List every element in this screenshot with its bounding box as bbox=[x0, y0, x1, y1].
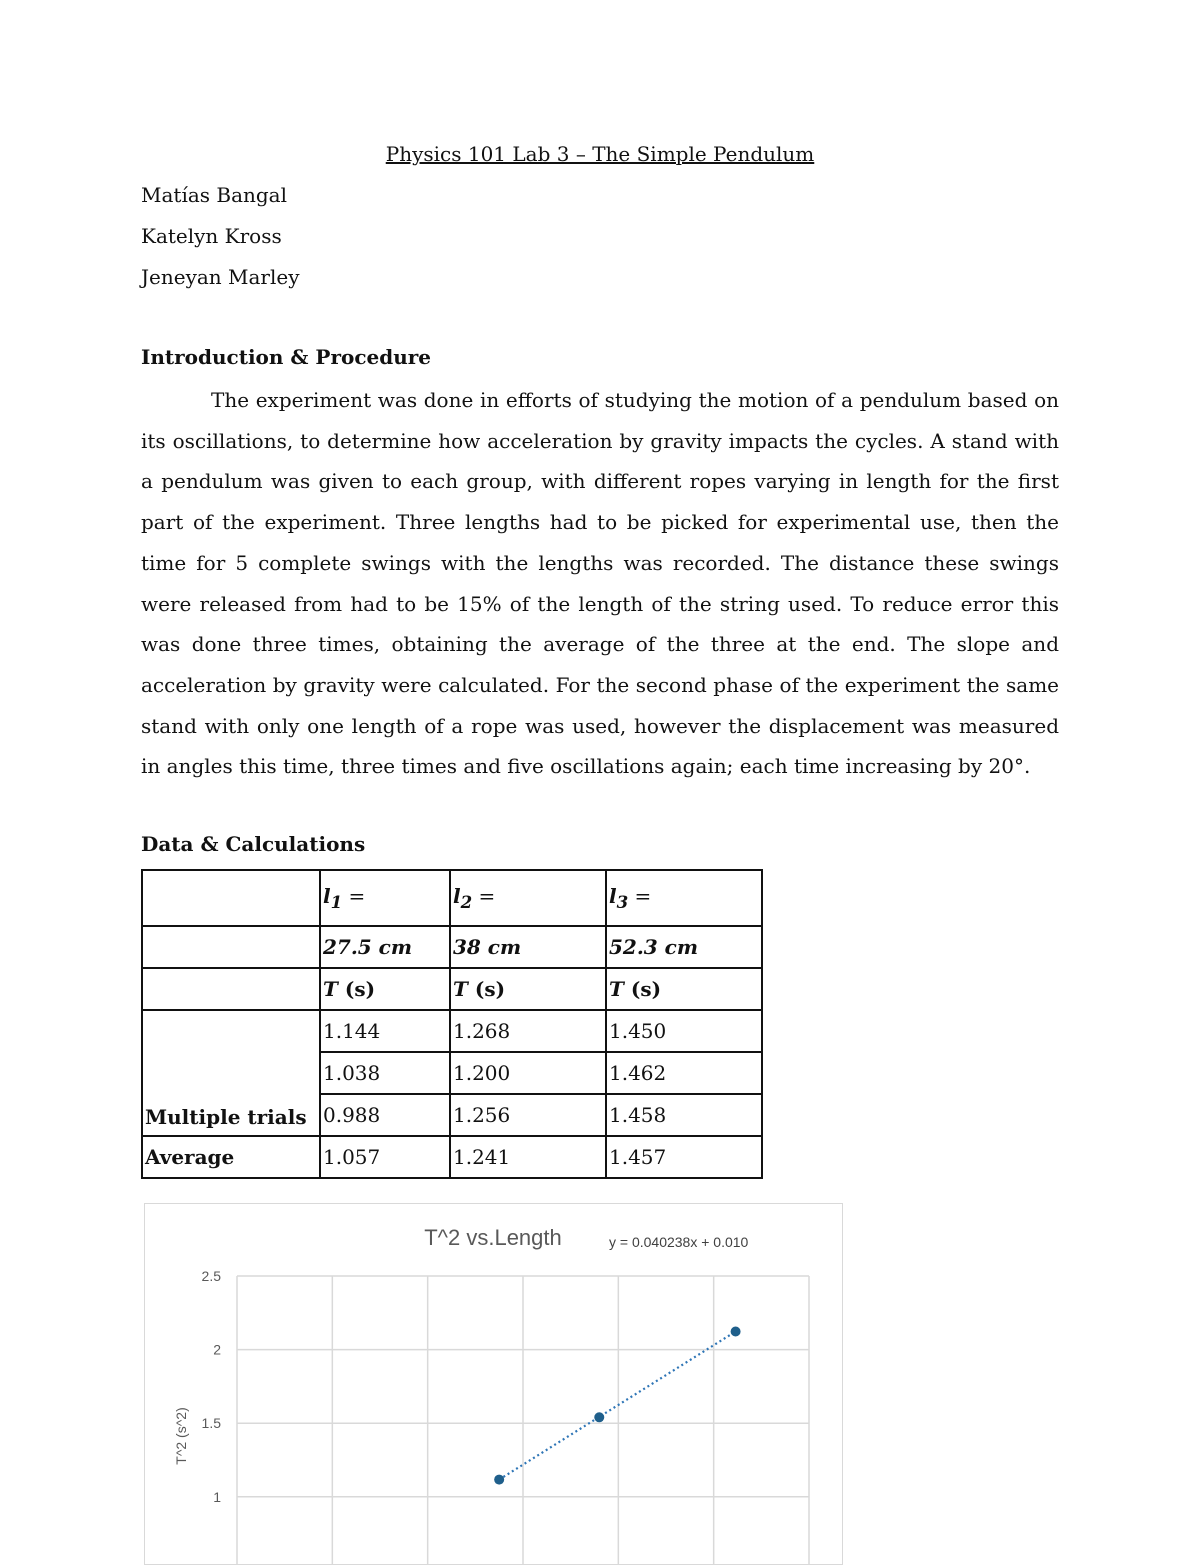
y-axis-label: T^2 (s^2) bbox=[173, 1407, 189, 1465]
trial-value-cell: 1.038 bbox=[320, 1052, 450, 1094]
length-value-cell: 38 cm bbox=[450, 926, 606, 968]
data-point bbox=[494, 1475, 504, 1485]
trial-value-cell: 1.144 bbox=[320, 1010, 450, 1052]
length-label-cell: $l_1$ = bbox=[320, 870, 450, 926]
length-value-cell: 52.3 cm bbox=[606, 926, 762, 968]
section-heading-intro: Introduction & Procedure bbox=[141, 345, 432, 369]
table-cell bbox=[142, 870, 320, 926]
data-table bbox=[141, 869, 763, 1179]
period-header-cell: T (s) bbox=[450, 968, 606, 1010]
author-name: Katelyn Kross bbox=[141, 224, 282, 248]
table-row bbox=[142, 1136, 762, 1178]
y-tick-label: 2.5 bbox=[201, 1268, 221, 1284]
data-point bbox=[594, 1412, 604, 1422]
length-label-cell: $l_2$ = bbox=[450, 870, 606, 926]
y-tick-label: 1.5 bbox=[201, 1415, 221, 1432]
average-value-cell: 1.057 bbox=[320, 1136, 450, 1178]
table-row bbox=[142, 1010, 762, 1052]
period-header-cell: T (s) bbox=[320, 968, 450, 1010]
y-tick-label: 2 bbox=[213, 1341, 221, 1358]
chart-container bbox=[144, 1203, 843, 1565]
average-label-cell: Average bbox=[142, 1136, 320, 1178]
trial-value-cell: 0.988 bbox=[320, 1094, 450, 1136]
length-label-cell: $l_3$ = bbox=[606, 870, 762, 926]
section-heading-data: Data & Calculations bbox=[141, 832, 366, 856]
trial-value-cell: 1.462 bbox=[606, 1052, 762, 1094]
table-row bbox=[142, 926, 762, 968]
average-value-cell: 1.241 bbox=[450, 1136, 606, 1178]
data-point bbox=[731, 1326, 741, 1336]
page-title: Physics 101 Lab 3 – The Simple Pendulum bbox=[385, 142, 815, 166]
trendline-equation: y = 0.040238x + 0.010 bbox=[609, 1234, 749, 1250]
average-value-cell: 1.457 bbox=[606, 1136, 762, 1178]
intro-paragraph: The experiment was done in efforts of studying the motion of a pendulum based on its oscillations, to determine how acceleration by gravity impacts the cycles. A stand with a pendulum was given to each group, with different ropes varying in length for the first part of the experiment. Three lengths had to be picked for experimental use, then the time for 5 complete swings with the lengths was recorded. The distance these swings were released from had to be 15% of the length of the string used. To reduce error this was done three times, obtaining the average of the three at the end. The slope and acceleration by gravity were calculated. For the second phase of the experiment the same stand with only one length of a rope was used, however the displacement was measured in angles this time, three times and five oscillations again; each time increasing by 20°. bbox=[141, 388, 1059, 779]
trial-value-cell: 1.268 bbox=[450, 1010, 606, 1052]
y-tick-label bbox=[202, 1562, 222, 1564]
y-tick-label: 1 bbox=[213, 1488, 221, 1505]
period-header-cell: T (s) bbox=[606, 968, 762, 1010]
table-cell bbox=[142, 968, 320, 1010]
trial-value-cell: 1.450 bbox=[606, 1010, 762, 1052]
author-name: Jeneyan Marley bbox=[141, 265, 300, 289]
author-name: Matías Bangal bbox=[141, 183, 288, 207]
chart-title: T^2 vs.Length bbox=[424, 1225, 562, 1250]
trial-value-cell: 1.256 bbox=[450, 1094, 606, 1136]
trial-value-cell: 1.200 bbox=[450, 1052, 606, 1094]
scatter-chart bbox=[145, 1204, 842, 1564]
trial-value-cell: 1.458 bbox=[606, 1094, 762, 1136]
table-row bbox=[142, 968, 762, 1010]
trials-label-cell: Multiple trials bbox=[142, 1010, 320, 1136]
length-value-cell: 27.5 cm bbox=[320, 926, 450, 968]
trendline bbox=[499, 1331, 735, 1479]
table-row bbox=[142, 870, 762, 926]
table-cell bbox=[142, 926, 320, 968]
